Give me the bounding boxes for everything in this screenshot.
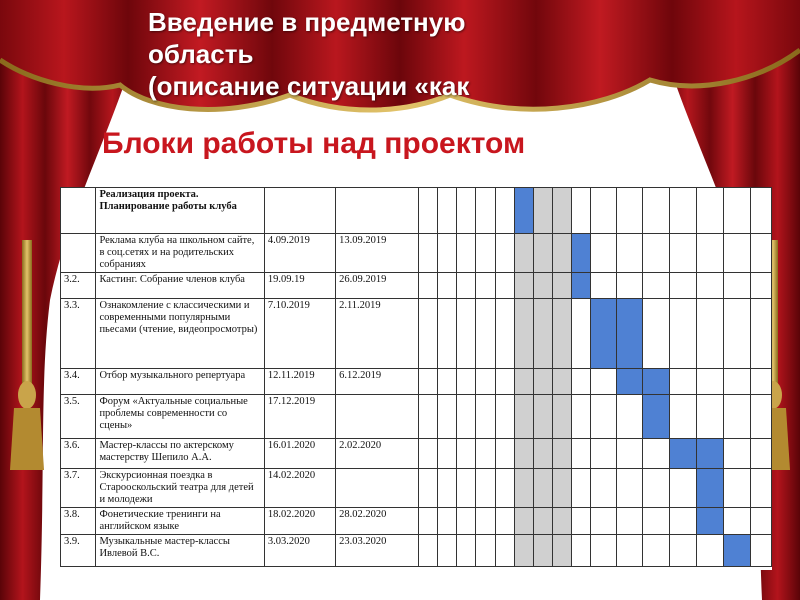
gantt-task-name: Отбор музыкального репертуара [96,369,264,395]
gantt-week-cell [750,299,771,369]
gantt-week-cell [533,299,552,369]
slide-subtitle: Блоки работы над проектом [102,127,526,160]
gantt-week-cell [514,535,533,567]
gantt-task-name: Экскурсионная поездка в Старооскольский театра для детей и молодежи [96,469,264,508]
gantt-week-cell [457,535,476,567]
slide-heading [148,6,618,102]
gantt-week-cell [643,469,670,508]
gantt-bar-cell [696,508,723,535]
gantt-week-cell [476,299,495,369]
heading-line-2: область [148,39,254,69]
gantt-week-cell [617,188,643,234]
gantt-row-number: 3.7. [61,469,96,508]
gantt-week-cell [418,469,437,508]
gantt-week-cell [533,395,552,439]
gantt-end-date: 2.11.2019 [336,299,419,369]
gantt-start-date: 17.12.2019 [264,395,335,439]
gantt-week-cell [617,535,643,567]
gantt-week-cell [572,369,591,395]
gantt-week-cell [418,508,437,535]
gantt-week-cell [533,369,552,395]
gantt-week-cell [553,535,572,567]
gantt-week-cell [572,188,591,234]
gantt-week-cell [723,234,750,273]
gantt-week-cell [437,469,456,508]
gantt-week-cell [750,535,771,567]
gantt-week-cell [437,369,456,395]
gantt-row-number: 3.5. [61,395,96,439]
gantt-week-cell [495,439,514,469]
gantt-week-cell [643,508,670,535]
gantt-week-cell [643,234,670,273]
gantt-week-cell [723,439,750,469]
gantt-row-number: 3.2. [61,273,96,299]
gantt-week-cell [533,188,552,234]
gantt-week-cell [617,439,643,469]
gantt-start-date: 4.09.2019 [264,234,335,273]
gantt-bar-cell [591,299,617,369]
gantt-row-number [61,188,96,234]
gantt-week-cell [553,469,572,508]
gantt-week-cell [617,469,643,508]
gantt-week-cell [591,535,617,567]
gantt-week-cell [495,469,514,508]
gantt-week-cell [418,395,437,439]
gantt-week-cell [591,273,617,299]
gantt-week-cell [418,188,437,234]
gantt-week-cell [670,535,697,567]
gantt-week-cell [572,299,591,369]
gantt-week-cell [750,188,771,234]
gantt-table [60,187,772,567]
gantt-week-cell [533,535,552,567]
gantt-week-cell [495,369,514,395]
gantt-week-cell [591,369,617,395]
gantt-week-cell [553,273,572,299]
gantt-week-cell [643,535,670,567]
gantt-week-cell [617,273,643,299]
gantt-week-cell [457,234,476,273]
gantt-week-cell [437,535,456,567]
gantt-start-date: 14.02.2020 [264,469,335,508]
gantt-week-cell [418,369,437,395]
gantt-week-cell [643,273,670,299]
gantt-week-cell [457,439,476,469]
gantt-week-cell [514,369,533,395]
gantt-week-cell [696,395,723,439]
gantt-week-cell [643,439,670,469]
gantt-row [61,299,772,369]
gantt-week-cell [670,273,697,299]
gantt-week-cell [495,395,514,439]
gantt-row [61,439,772,469]
gantt-week-cell [723,469,750,508]
gantt-week-cell [437,234,456,273]
gantt-bar-cell [696,439,723,469]
gantt-week-cell [457,508,476,535]
gantt-week-cell [514,234,533,273]
gantt-week-cell [670,395,697,439]
gantt-week-cell [495,273,514,299]
gantt-start-date: 18.02.2020 [264,508,335,535]
gantt-task-name: Ознакомление с классическими и современными популярными пьесами (чтение, видеопросмотры) [96,299,264,369]
gantt-week-cell [572,395,591,439]
gantt-week-cell [670,234,697,273]
gantt-table-container [60,187,772,570]
gantt-header-row [61,188,772,234]
gantt-week-cell [418,535,437,567]
gantt-week-cell [495,508,514,535]
gantt-row-number: 3.3. [61,299,96,369]
gantt-week-cell [696,234,723,273]
gantt-week-cell [418,439,437,469]
gantt-week-cell [476,469,495,508]
gantt-row-number: 3.4. [61,369,96,395]
gantt-week-cell [591,234,617,273]
gantt-task-name: Кастинг. Собрание членов клуба [96,273,264,299]
gantt-row-number [61,234,96,273]
gantt-week-cell [723,273,750,299]
gantt-week-cell [572,535,591,567]
gantt-week-cell [643,188,670,234]
gantt-start-date: 3.03.2020 [264,535,335,567]
gantt-week-cell [572,469,591,508]
gantt-week-cell [533,469,552,508]
gantt-week-cell [553,395,572,439]
gantt-start-date: 12.11.2019 [264,369,335,395]
gantt-week-cell [696,535,723,567]
gantt-week-cell [750,508,771,535]
gantt-bar-cell [643,395,670,439]
gantt-week-cell [418,299,437,369]
gantt-week-cell [457,395,476,439]
gantt-week-cell [591,508,617,535]
gantt-week-cell [553,234,572,273]
gantt-week-cell [617,508,643,535]
gantt-week-cell [495,535,514,567]
gantt-week-cell [514,299,533,369]
gantt-week-cell [457,273,476,299]
gantt-week-cell [723,508,750,535]
gantt-end-date: 23.03.2020 [336,535,419,567]
gantt-end-date: 13.09.2019 [336,234,419,273]
gantt-week-cell [476,273,495,299]
gantt-week-cell [476,188,495,234]
gantt-start-date: 7.10.2019 [264,299,335,369]
gantt-week-cell [514,439,533,469]
gantt-week-cell [495,234,514,273]
gantt-week-cell [437,439,456,469]
gantt-week-cell [553,439,572,469]
gantt-end-date [336,469,419,508]
gantt-week-cell [750,439,771,469]
gantt-week-cell [591,469,617,508]
gantt-task-name: Фонетические тренинги на английском языке [96,508,264,535]
gantt-bar-cell [670,439,697,469]
gantt-row [61,369,772,395]
gantt-week-cell [457,469,476,508]
gantt-week-cell [533,273,552,299]
gantt-week-cell [591,188,617,234]
gantt-start-date: 16.01.2020 [264,439,335,469]
gantt-week-cell [514,508,533,535]
gantt-week-cell [643,299,670,369]
gantt-week-cell [533,508,552,535]
gantt-end-date [336,188,419,234]
gantt-task-name: Реализация проекта. Планирование работы клуба [96,188,264,234]
gantt-week-cell [723,395,750,439]
gantt-week-cell [514,469,533,508]
gantt-week-cell [670,369,697,395]
gantt-week-cell [696,299,723,369]
gantt-bar-cell [723,535,750,567]
gantt-week-cell [750,273,771,299]
gantt-row [61,535,772,567]
gantt-week-cell [437,299,456,369]
gantt-week-cell [476,535,495,567]
gantt-week-cell [553,369,572,395]
gantt-week-cell [476,395,495,439]
gantt-week-cell [533,234,552,273]
gantt-end-date: 28.02.2020 [336,508,419,535]
gantt-week-cell [553,299,572,369]
gantt-end-date: 26.09.2019 [336,273,419,299]
gantt-bar-cell [643,369,670,395]
gantt-end-date: 6.12.2019 [336,369,419,395]
gantt-week-cell [553,508,572,535]
gantt-task-name: Реклама клуба на школьном сайте, в соц.сетях и на родительских собраниях [96,234,264,273]
gantt-week-cell [572,439,591,469]
gantt-row [61,469,772,508]
gantt-week-cell [437,188,456,234]
gantt-week-cell [514,273,533,299]
gantt-end-date [336,395,419,439]
gantt-bar-cell [572,273,591,299]
gantt-week-cell [723,299,750,369]
heading-line-3: (описание ситуации «как [148,71,470,101]
gantt-week-cell [495,299,514,369]
gantt-week-cell [670,469,697,508]
gantt-task-name: Музыкальные мастер-классы Ивлевой В.С. [96,535,264,567]
gantt-week-cell [617,234,643,273]
gantt-week-cell [572,508,591,535]
gantt-week-cell [476,369,495,395]
gantt-week-cell [495,188,514,234]
gantt-bar-cell [617,369,643,395]
gantt-week-cell [476,508,495,535]
gantt-row [61,508,772,535]
gantt-week-cell [750,395,771,439]
gantt-bar-cell [572,234,591,273]
gantt-week-cell [457,369,476,395]
gantt-row-number: 3.8. [61,508,96,535]
gantt-week-cell [476,439,495,469]
gantt-week-cell [670,299,697,369]
gantt-row-number: 3.9. [61,535,96,567]
gantt-week-cell [437,273,456,299]
gantt-task-name: Мастер-классы по актерскому мастерству Шепило А.А. [96,439,264,469]
gantt-week-cell [750,469,771,508]
gantt-week-cell [723,369,750,395]
gantt-week-cell [437,395,456,439]
gantt-week-cell [457,299,476,369]
gantt-week-cell [696,188,723,234]
gantt-row [61,234,772,273]
gantt-week-cell [723,188,750,234]
gantt-bar-cell [696,469,723,508]
gantt-end-date: 2.02.2020 [336,439,419,469]
gantt-week-cell [437,508,456,535]
gantt-week-cell [591,439,617,469]
gantt-week-cell [750,234,771,273]
gantt-week-cell [514,395,533,439]
gantt-week-cell [591,395,617,439]
gantt-week-cell [418,234,437,273]
gantt-week-cell [617,395,643,439]
gantt-week-cell [418,273,437,299]
gantt-start-date [264,188,335,234]
gantt-week-cell [696,369,723,395]
gantt-row [61,273,772,299]
gantt-row [61,395,772,439]
gantt-week-cell [457,188,476,234]
gantt-bar-cell [617,299,643,369]
gantt-week-cell [670,188,697,234]
gantt-week-cell [750,369,771,395]
gantt-row-number: 3.6. [61,439,96,469]
gantt-week-cell [533,439,552,469]
gantt-week-cell [476,234,495,273]
heading-line-1: Введение в предметную [148,7,466,37]
gantt-bar-cell [514,188,533,234]
gantt-week-cell [670,508,697,535]
gantt-task-name: Форум «Актуальные социальные проблемы современности со сцены» [96,395,264,439]
gantt-week-cell [696,273,723,299]
gantt-start-date: 19.09.19 [264,273,335,299]
gantt-week-cell [553,188,572,234]
